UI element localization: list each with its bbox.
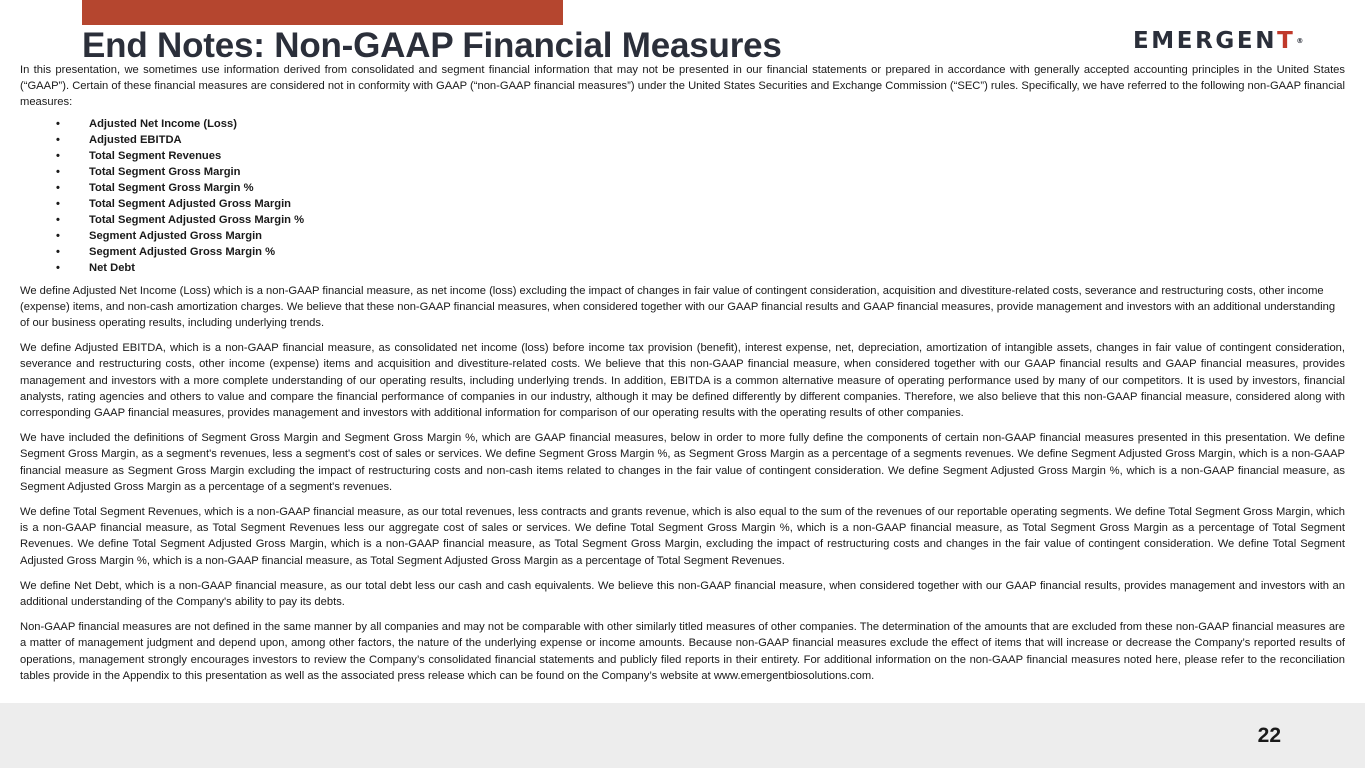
- list-item: [20, 132, 1345, 148]
- total-segment-definition: We define Total Segment Revenues, which is a non-GAAP financial measure, as our total revenues, less contracts and grants revenue, which is also equal to the sum of the revenues of our reportable operating segments. We define Total Segment Gross Margin, which is a non-GAAP financial measure, as Total Segment Revenues less our aggregate cost of sales or services. We define Total Segment Gross Margin %, which is a non-GAAP financial measure, as Total Segment Gross Margin as a percentage of Total Segment Revenues. We define Total Segment Adjusted Gross Margin, which is a non-GAAP financial measure, as Total Segment Gross Margin, excluding the impact of restructuring costs and changes in the fair value of contingent consideration. We define Total Segment Adjusted Gross Margin %, which is a non-GAAP financial measure, as Total Segment Adjusted Gross Margin as a percentage of Total Segment Revenues.: [20, 506, 1345, 567]
- non-gaap-disclaimer: Non-GAAP financial measures are not defined in the same manner by all companies and may not be comparable with other similarly titled measures of other companies. The determination of the amounts that are excluded from these non-GAAP financial measures are a matter of management judgment and depend upon, among other factors, the nature of the underlying expense or income amounts. Because non-GAAP financial measures exclude the effect of items that will increase or decrease the Company’s reported results of operations, management strongly encourages investors to review the Company’s consolidated financial statements and publicly filed reports in their entirety. For additional information on the non-GAAP financial measures noted here, please refer to the reconciliation tables provide in the Appendix to this presentation as well as the associated press release which can be found on the Company’s website at www.emergentbiosolutions.com.: [20, 621, 1345, 682]
- logo-trademark: ®: [1296, 37, 1304, 45]
- measure-label: Total Segment Gross Margin %: [89, 181, 254, 194]
- footer-band: [0, 703, 1365, 768]
- page-title: End Notes: Non-GAAP Financial Measures: [82, 26, 782, 65]
- list-item: [20, 228, 1345, 244]
- measure-label: Adjusted Net Income (Loss): [89, 117, 237, 130]
- list-item: [20, 148, 1345, 164]
- logo-text: EMERGEN: [1133, 28, 1278, 54]
- list-item: [20, 116, 1345, 132]
- bullet-icon: •: [56, 229, 60, 242]
- list-item: [20, 196, 1345, 212]
- logo-accent-letter: T: [1277, 28, 1296, 54]
- bullet-icon: •: [56, 149, 60, 162]
- end-notes-body: [20, 62, 1345, 693]
- net-debt-definition: We define Net Debt, which is a non-GAAP financial measure, as our total debt less our cash and cash equivalents. We believe this non-GAAP financial measure, when considered together with our GAAP financial results, provides management and investors with an additional understanding of the Company's ability to pay its debts.: [20, 579, 1345, 609]
- bullet-icon: •: [56, 261, 60, 274]
- bullet-icon: •: [56, 181, 60, 194]
- measure-label: Segment Adjusted Gross Margin %: [89, 245, 276, 258]
- non-gaap-measures-list: [20, 116, 1345, 276]
- emergent-logo: [1133, 27, 1303, 55]
- measure-label: Segment Adjusted Gross Margin: [89, 229, 263, 242]
- measure-label: Total Segment Adjusted Gross Margin %: [89, 213, 305, 226]
- list-item: [20, 164, 1345, 180]
- measure-label: Net Debt: [89, 261, 135, 274]
- list-item: [20, 244, 1345, 260]
- list-item: [20, 212, 1345, 228]
- header-accent-bar: [82, 0, 563, 25]
- bullet-icon: •: [56, 197, 60, 210]
- measure-label: Total Segment Adjusted Gross Margin: [89, 197, 292, 210]
- bullet-icon: •: [56, 165, 60, 178]
- measure-label: Total Segment Revenues: [89, 149, 222, 162]
- list-item: [20, 180, 1345, 196]
- bullet-icon: •: [56, 213, 60, 226]
- measure-label: Total Segment Gross Margin: [89, 165, 241, 178]
- page-number: 22: [1257, 724, 1281, 747]
- measure-label: Adjusted EBITDA: [89, 133, 182, 146]
- intro-paragraph: In this presentation, we sometimes use information derived from consolidated and segment financial information that may not be presented in our financial statements or prepared in accordance with generally accepted accounting principles in the United States (“GAAP”). Certain of these financial measures are considered not in conformity with GAAP (“non-GAAP financial measures”) under the United States Securities and Exchange Commission (“SEC”) rules. Specifically, we have referred to the following non-GAAP financial measures:: [20, 64, 1345, 109]
- adjusted-net-income-definition: We define Adjusted Net Income (Loss) which is a non-GAAP financial measure, as net income (loss) excluding the impact of changes in fair value of contingent consideration, acquisition and divestiture-related costs, severance and restructuring costs, other income (expense) items, and non-cash amortization charges. We believe that these non-GAAP financial measures, when considered together with our GAAP financial results and GAAP financial measures, provide management and investors with an additional understanding of our business operating results, including underlying trends.: [20, 284, 1336, 330]
- bullet-icon: •: [56, 117, 60, 130]
- segment-gross-margin-definition: We have included the definitions of Segment Gross Margin and Segment Gross Margin %, which are GAAP financial measures, below in order to more fully define the components of certain non-GAAP financial measures presented in this presentation. We define Segment Gross Margin, as a segment's revenues, less a segment's cost of sales or services. We define Segment Gross Margin %, as Segment Gross Margin as a percentage of a segments revenues. We define Segment Adjusted Gross Margin, which is a non-GAAP financial measure as Segment Gross Margin excluding the impact of restructuring costs and non-cash items related to changes in the fair value of contingent consideration. We define Segment Adjusted Gross Margin %, which is a non-GAAP financial measure, as Segment Adjusted Gross Margin as a percentage of a segment's revenues.: [20, 432, 1345, 493]
- list-item: [20, 260, 1345, 276]
- bullet-icon: •: [56, 245, 60, 258]
- adjusted-ebitda-definition: We define Adjusted EBITDA, which is a non-GAAP financial measure, as consolidated net income (loss) before income tax provision (benefit), interest expense, net, depreciation, amortization of intangible assets, changes in fair value of contingent consideration, severance and restructuring costs, other income (expense) items and acquisition and divestiture-related costs. We believe that this non-GAAP financial measure, when considered together with our GAAP financial results and GAAP financial measures, provides management and investors with a more complete understanding of our operating results, including underlying trends. In addition, EBITDA is a common alternative measure of operating performance used by many of our competitors. It is used by investors, financial analysts, rating agencies and others to value and compare the financial performance of companies in our industry, although it may be defined differently by different companies. Therefore, we also believe that this non-GAAP financial measure, considered along with corresponding GAAP financial measures, provides management and investors with additional information for comparison of our operating results with the operating results of other companies.: [20, 342, 1345, 420]
- bullet-icon: •: [56, 133, 60, 146]
